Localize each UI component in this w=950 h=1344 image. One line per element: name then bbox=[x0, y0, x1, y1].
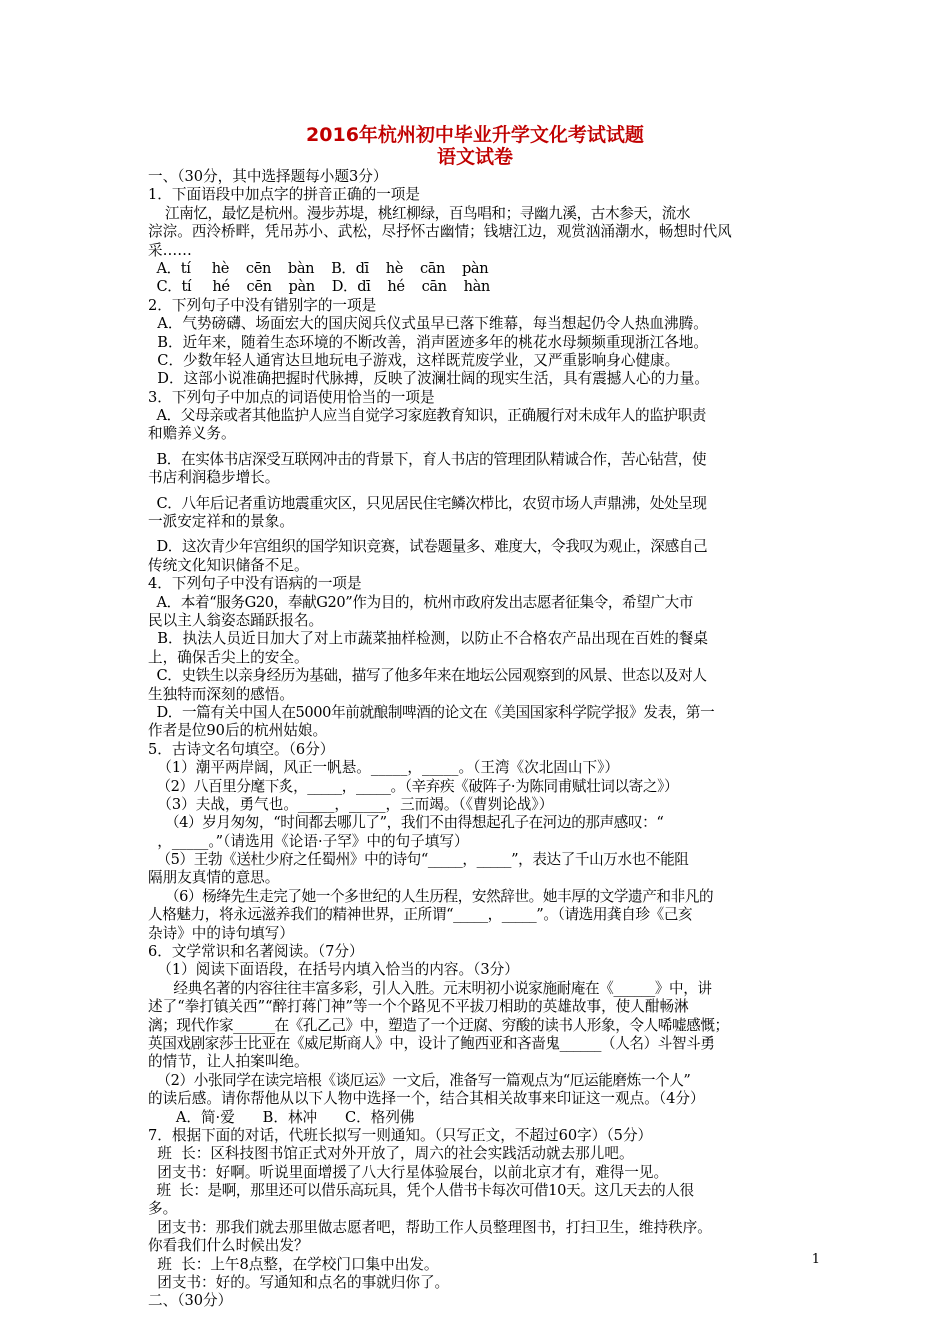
text-line: A．本着“服务G20，奉献G20”作为目的，杭州市政府发出志愿者征集令，希望广大市 bbox=[148, 593, 693, 611]
text-line: 的读后感。请你帮他从以下人物中选择一个，结合其相关故事来印证这一观点。（4分） bbox=[148, 1090, 705, 1108]
text-line: （5）王勃《送杜少府之任蜀州》中的诗句“_____，_____”，表达了千山万水也不能阻 bbox=[148, 851, 689, 869]
text-line: 7．根据下面的对话，代班长拟写一则通知。（只写正文，不超过60字）（5分） bbox=[148, 1126, 653, 1144]
text-line: 民以主人翁姿态踊跃报名。 bbox=[148, 611, 324, 629]
page-number: 1 bbox=[811, 1252, 820, 1267]
text-line: C．少数年轻人通宵达旦地玩电子游戏，这样既荒废学业，又严重影响身心健康。 bbox=[148, 351, 680, 369]
text-line: 书店利润稳步增长。 bbox=[148, 469, 280, 487]
text-line: 人格魅力，将永远滋养我们的精神世界，正所谓“_____，_____”。（请选用龚自珍《己亥 bbox=[148, 906, 693, 924]
text-line: （6）杨绛先生走完了她一个多世纪的人生历程，安然辞世。她丰厚的文学遗产和非凡的 bbox=[148, 887, 714, 905]
text-line: 2．下列句子中没有错别字的一项是 bbox=[148, 296, 377, 314]
text-line: （2）八百里分麾下炙，_____，_____。（辛弃疾《破阵子·为陈同甫赋壮词以寄之》） bbox=[148, 777, 679, 795]
text-line: 团支书：好的。写通知和点名的事就归你了。 bbox=[148, 1274, 450, 1292]
paragraph-gap bbox=[148, 444, 820, 451]
text-line: 述了“拳打镇关西”“醉打蒋门神”等一个个路见不平拔刀相助的英雄故事，使人酣畅淋 bbox=[148, 998, 689, 1016]
text-line: 隔朋友真情的意思。 bbox=[148, 869, 280, 887]
text-line: C．tí hé cēn pàn D．dī hé cān hàn bbox=[148, 278, 490, 296]
exam-body bbox=[148, 168, 820, 1311]
text-line: 江南忆，最忆是杭州。漫步苏堤，桃红柳绿，百鸟唱和；寻幽九溪，古木参天，流水 bbox=[148, 204, 691, 222]
text-line: 英国戏剧家莎士比亚在《威尼斯商人》中，设计了鲍西亚和吝啬鬼______（人名）斗智斗勇 bbox=[148, 1034, 715, 1052]
text-line: B．在实体书店深受互联网冲击的背景下，育人书店的管理团队精诚合作，苦心钻营，使 bbox=[148, 450, 707, 468]
text-line: （1）潮平两岸阔，风正一帆悬。_____，_____。（王湾《次北固山下》） bbox=[148, 759, 619, 777]
text-line: （4）岁月匆匆，“时间都去哪儿了”，我们不由得想起孔子在河边的那声感叹：“ bbox=[148, 814, 664, 832]
text-line: 一派安定祥和的景象。 bbox=[148, 513, 294, 531]
text-line: 二、（30分） bbox=[148, 1292, 233, 1310]
text-line: 6．文学常识和名著阅读。（7分） bbox=[148, 943, 364, 961]
text-line: 班 长：上午8点整，在学校门口集中出发。 bbox=[148, 1255, 439, 1273]
text-line: 的情节，让人拍案叫绝。 bbox=[148, 1053, 309, 1071]
text-line: ，_____。”（请选用《论语·子罕》中的句子填写） bbox=[148, 832, 469, 850]
text-line: A．气势磅礴、场面宏大的国庆阅兵仪式虽早已落下维幕，每当想起仍令人热血沸腾。 bbox=[148, 315, 708, 333]
paragraph-gap bbox=[148, 488, 820, 495]
text-line: A．父母亲或者其他监护人应当自觉学习家庭教育知识，正确履行对未成年人的监护职责 bbox=[148, 407, 706, 425]
text-line: 上，确保舌尖上的安全。 bbox=[148, 648, 309, 666]
exam-title: 2016年杭州初中毕业升学文化考试试题 bbox=[306, 124, 644, 146]
text-line: 4．下列句子中没有语病的一项是 bbox=[148, 575, 362, 593]
text-line: 作者是位90后的杭州姑娘。 bbox=[148, 722, 328, 740]
text-line: 多。 bbox=[148, 1200, 178, 1218]
text-line: 漓；现代作家______在《孔乙己》中，塑造了一个迂腐、穷酸的读书人形象，令人唏嘘感慨； bbox=[148, 1016, 729, 1034]
text-line: 和赡养义务。 bbox=[148, 425, 236, 443]
text-line: 班 长：区科技图书馆正式对外开放了，周六的社会实践活动就去那儿吧。 bbox=[148, 1145, 634, 1163]
text-line: 团支书：好啊。听说里面增援了八大行星体验展台，以前北京才有，难得一见。 bbox=[148, 1163, 669, 1181]
text-line: D．这部小说准确把握时代脉搏，反映了波澜壮阔的现实生活，具有震撼人心的力量。 bbox=[148, 370, 709, 388]
text-line: 生独特而深刻的感悟。 bbox=[148, 685, 294, 703]
text-line: A．简·爱 B．林冲 C．格列佛 bbox=[148, 1108, 415, 1126]
text-line: 经典名著的内容往往丰富多彩，引人入胜。元末明初小说家施耐庵在《______》中，讲 bbox=[148, 979, 712, 997]
text-line: 杂诗》中的诗句填写） bbox=[148, 924, 294, 942]
text-line: 团支书：那我们就去那里做志愿者吧，帮助工作人员整理图书，打扫卫生，维持秩序。 bbox=[148, 1218, 712, 1236]
text-line: 传统文化知识储备不足。 bbox=[148, 556, 309, 574]
text-line: 你看我们什么时候出发？ bbox=[148, 1237, 309, 1255]
text-line: B．执法人员近日加大了对上市蔬菜抽样检测，以防止不合格农产品出现在百姓的餐桌 bbox=[148, 630, 708, 648]
text-line: A．tí hè cēn bàn B．dī hè cān pàn bbox=[148, 259, 489, 277]
text-line: C．史铁生以亲身经历为基础，描写了他多年来在地坛公园观察到的风景、世态以及对人 bbox=[148, 667, 707, 685]
text-line: D．一篇有关中国人在5000年前就酿制啤酒的论文在《美国国家科学院学报》发表，第一 bbox=[148, 703, 715, 721]
text-line: 班 长：是啊，那里还可以借乐高玩具，凭个人借书卡每次可借10天。这几天去的人很 bbox=[148, 1182, 694, 1200]
exam-subtitle: 语文试卷 bbox=[436, 146, 513, 168]
text-line: 3．下列句子中加点的词语使用恰当的一项是 bbox=[148, 388, 435, 406]
text-line: （3）夫战，勇气也。_____，_____，三而竭。（《曹刿论战》） bbox=[148, 795, 554, 813]
text-line: 一、（30分，其中选择题每小题3分） bbox=[148, 168, 388, 185]
text-line: 5．古诗文名句填空。（6分） bbox=[148, 740, 335, 758]
text-line: B．近年来，随着生态环境的不断改善，消声匿迹多年的桃花水母频频重现浙江各地。 bbox=[148, 333, 708, 351]
text-line: D．这次青少年宫组织的国学知识竞赛，试卷题量多、难度大，令我叹为观止，深感自己 bbox=[148, 538, 708, 556]
text-line: C．八年后记者重访地震重灾区，只见居民住宅鳞次栉比，农贸市场人声鼎沸，处处呈现 bbox=[148, 494, 707, 512]
text-line: （1）阅读下面语段，在括号内填入恰当的内容。（3分） bbox=[148, 961, 519, 979]
text-line: 采…… bbox=[148, 241, 192, 259]
text-line: 1．下面语段中加点字的拼音正确的一项是 bbox=[148, 186, 420, 204]
text-line: 淙淙。西泠桥畔，凭吊苏小、武松，尽抒怀古幽情；钱塘江边，观赏汹涌潮水，畅想时代风 bbox=[148, 223, 732, 241]
text-line: （2）小张同学在读完培根《谈厄运》一文后，准备写一篇观点为“厄运能磨炼一个人” bbox=[148, 1071, 691, 1089]
